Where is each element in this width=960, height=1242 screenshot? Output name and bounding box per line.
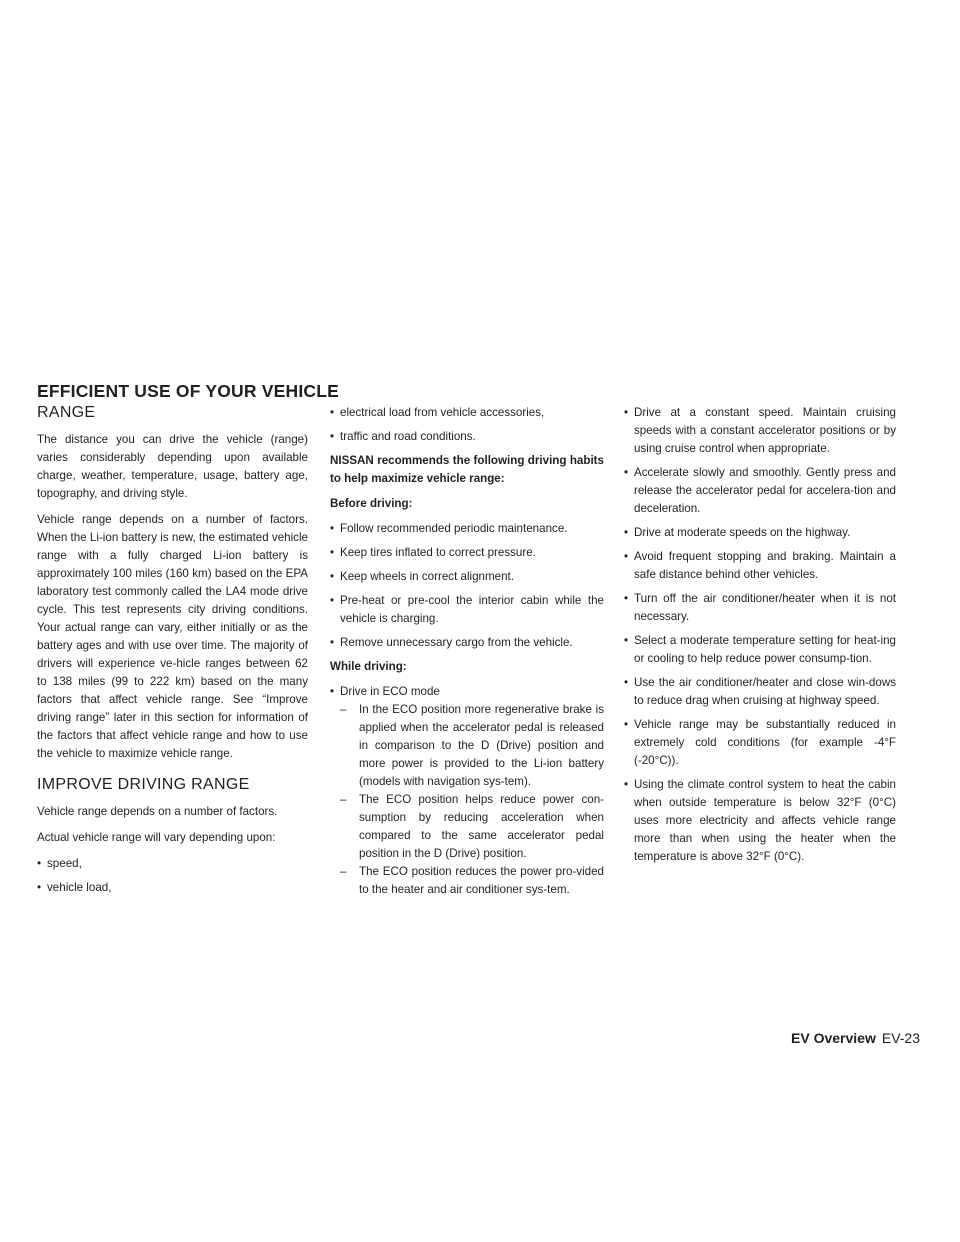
list-item	[37, 879, 308, 897]
sub-list-item-text: The ECO position reduces the power pro-vided to the heater and air conditioner sys-tem.	[359, 865, 604, 896]
list-item	[330, 592, 604, 628]
bullet-icon: •	[330, 685, 335, 698]
bullet-icon: •	[37, 857, 42, 870]
list-item-text: Drive in ECO mode	[340, 685, 440, 698]
before-driving-heading: Before driving:	[330, 497, 413, 510]
driving-tips-list	[624, 404, 896, 866]
bullet-icon: •	[330, 430, 335, 443]
bullet-icon: •	[37, 881, 42, 894]
list-item-text: Avoid frequent stopping and braking. Maintain a safe distance behind other vehicles.	[634, 550, 896, 581]
dash-icon: –	[340, 865, 347, 878]
sub-list-item-text: The ECO position helps reduce power con-sumption by reducing acceleration when compared to the same accelerator pedal position in the D (Drive) position.	[359, 793, 604, 860]
improve-paragraph-2: Actual vehicle range will vary depending upon:	[37, 831, 276, 844]
sub-list-item-text: In the ECO position more regenerative brake is applied when the accelerator pedal is released in comparison to the D (Drive) position and more power is provided to the Li-ion battery (models with navigation sys-tem).	[359, 703, 604, 788]
range-paragraph-1: The distance you can drive the vehicle (range) varies considerably depending upon available charge, weather, temperature, usage, battery age, topography, and driving style.	[37, 433, 308, 500]
list-item	[624, 776, 896, 866]
list-item-text: Drive at moderate speeds on the highway.	[634, 526, 851, 539]
list-item-text: Keep tires inflated to correct pressure.	[340, 546, 536, 559]
bullet-icon: •	[330, 594, 335, 607]
bullet-icon: •	[624, 634, 629, 647]
list-item	[37, 855, 308, 873]
column-2	[330, 404, 604, 899]
bullet-icon: •	[624, 778, 629, 791]
dash-icon: –	[340, 703, 347, 716]
sub-list-item	[340, 863, 604, 899]
page-footer	[791, 1030, 920, 1046]
bullet-icon: •	[330, 570, 335, 583]
sub-list-item	[340, 701, 604, 791]
list-item-text: electrical load from vehicle accessories,	[340, 406, 545, 419]
list-item	[624, 674, 896, 710]
bullet-icon: •	[624, 592, 629, 605]
list-item	[624, 632, 896, 668]
range-factors-list	[37, 855, 308, 897]
bullet-icon: •	[624, 406, 629, 419]
bullet-icon: •	[624, 676, 629, 689]
list-item	[624, 404, 896, 458]
list-item	[330, 428, 604, 446]
list-item	[330, 634, 604, 652]
list-item	[624, 716, 896, 770]
list-item	[330, 544, 604, 562]
list-item-text: Turn off the air conditioner/heater when it is not necessary.	[634, 592, 896, 623]
improve-paragraph-1: Vehicle range depends on a number of factors.	[37, 805, 278, 818]
column-1	[37, 404, 308, 903]
bullet-icon: •	[330, 636, 335, 649]
list-item-text: Keep wheels in correct alignment.	[340, 570, 514, 583]
footer-section-name: EV Overview	[791, 1030, 876, 1046]
bullet-icon: •	[330, 522, 335, 535]
list-item-text: Using the climate control system to heat the cabin when outside temperature is below 32°F (0°C) uses more electricity and affects vehicle range more than when using the heater when the temperature is above 32°F (0°C).	[634, 778, 896, 863]
range-paragraph-2: Vehicle range depends on a number of factors. When the Li-ion battery is new, the estimated vehicle range with a fully charged Li-ion battery is approximately 100 miles (160 km) based on the EPA laboratory test commonly called the LA4 mode drive cycle. This test represents city driving conditions. Your actual range can vary, either initially or as the battery ages and with use over time. The majority of drivers will experience ve-hicle ranges between 62 to 138 miles (99 to 222 km) based on the many factors that affect vehicle range. See “Improve driving range” later in this section for information of the factors that affect vehicle range and how to use the vehicle to maximize vehicle range.	[37, 513, 308, 760]
column-3	[624, 404, 896, 872]
bullet-icon: •	[330, 546, 335, 559]
dash-icon: –	[340, 793, 347, 806]
list-item-text: Pre-heat or pre-cool the interior cabin while the vehicle is charging.	[340, 594, 604, 625]
list-item-text: Use the air conditioner/heater and close win-dows to reduce drag when cruising at highway speed.	[634, 676, 896, 707]
list-item	[624, 524, 896, 542]
list-item-text: Vehicle range may be substantially reduced in extremely cold conditions (for example -4°F (-20°C)).	[634, 718, 896, 767]
range-heading: RANGE	[37, 404, 96, 421]
bullet-icon: •	[624, 466, 629, 479]
list-item	[624, 590, 896, 626]
list-item	[624, 464, 896, 518]
bullet-icon: •	[624, 550, 629, 563]
while-driving-heading: While driving:	[330, 660, 407, 673]
list-item-text: Remove unnecessary cargo from the vehicle.	[340, 636, 573, 649]
list-item-text: Drive at a constant speed. Maintain cruising speeds with a constant accelerator positions or by using cruise control when appropriate.	[634, 406, 896, 455]
eco-mode-sublist	[340, 701, 604, 899]
list-item	[624, 548, 896, 584]
sub-list-item	[340, 791, 604, 863]
list-item-text: Accelerate slowly and smoothly. Gently press and release the accelerator pedal for accelera-tion and deceleration.	[634, 466, 896, 515]
list-item	[330, 568, 604, 586]
recommend-heading: NISSAN recommends the following driving habits to help maximize vehicle range:	[330, 454, 604, 485]
list-item	[330, 683, 604, 701]
while-driving-list	[330, 683, 604, 701]
page-number: EV-23	[881, 1030, 920, 1046]
improve-range-heading: IMPROVE DRIVING RANGE	[37, 776, 250, 793]
bullet-icon: •	[624, 718, 629, 731]
bullet-icon: •	[624, 526, 629, 539]
list-item-text: traffic and road conditions.	[340, 430, 476, 443]
list-item-text: speed,	[47, 857, 82, 870]
section-title: EFFICIENT USE OF YOUR VEHICLE	[37, 381, 340, 401]
list-item-text: Select a moderate temperature setting for heat-ing or cooling to help reduce power consump-tion.	[634, 634, 896, 665]
list-item	[330, 404, 604, 422]
list-item-text: vehicle load,	[47, 881, 112, 894]
range-factors-list-continued	[330, 404, 604, 446]
list-item	[330, 520, 604, 538]
list-item-text: Follow recommended periodic maintenance.	[340, 522, 568, 535]
bullet-icon: •	[330, 406, 335, 419]
before-driving-list	[330, 520, 604, 652]
